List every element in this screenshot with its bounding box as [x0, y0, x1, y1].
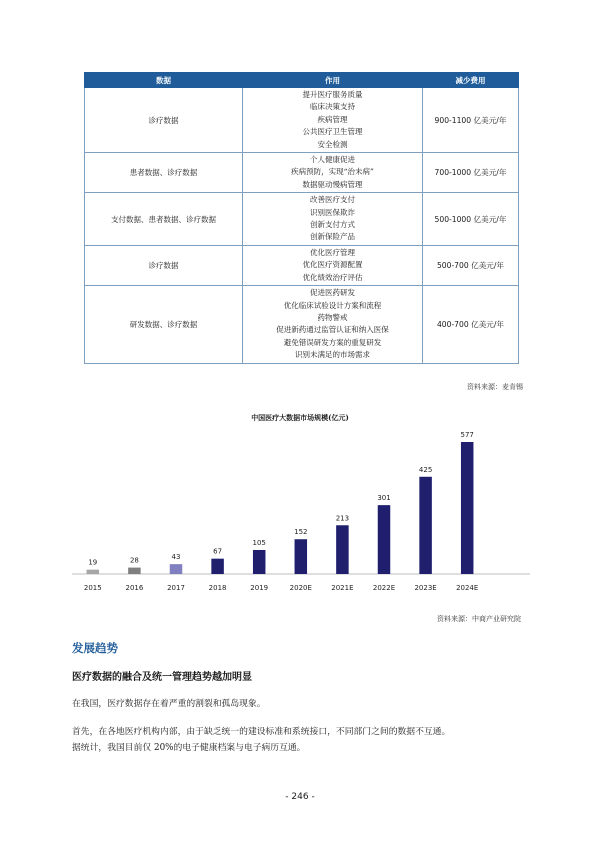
chart-source: 资料来源：中商产业研究院	[437, 615, 521, 623]
use-item: 临床决策支持	[310, 102, 355, 112]
use-item: 公共医疗卫生管理	[302, 127, 363, 137]
x-tick-label-2023E: 2023E	[414, 584, 437, 592]
data-label-2021E: 213	[335, 514, 350, 523]
use-item: 优化临床试验设计方案和流程	[283, 300, 382, 310]
use-item: 避免错误研发方案的重复研发	[283, 337, 382, 347]
bar-2024E	[461, 442, 474, 574]
x-tick-label-2018: 2018	[208, 584, 227, 592]
use-item: 安全检测	[317, 139, 348, 149]
cell-data-type: 诊疗数据	[85, 245, 243, 285]
bar-2017	[170, 564, 183, 574]
use-item: 优化医疗资源配置	[302, 260, 363, 270]
x-tick-label-2022E: 2022E	[372, 584, 396, 592]
x-tick-label-2015: 2015	[83, 584, 102, 592]
use-item: 疾病预防，实现“治未病”	[291, 167, 374, 177]
cell-data-type: 诊疗数据	[85, 88, 243, 153]
use-item: 改善医疗支付	[310, 195, 355, 205]
data-label-2020E: 152	[294, 528, 308, 537]
column-header-data: 数据	[85, 73, 243, 88]
cell-data-type: 患者数据、诊疗数据	[85, 153, 243, 193]
paragraph-3: 据统计，我国目前仅 20%的电子健康档案与电子病历互通。	[72, 743, 306, 753]
use-item: 疾病管理	[317, 114, 348, 124]
cell-data-type: 研发数据、诊疗数据	[85, 286, 243, 363]
chart-title: 中国医疗大数据市场规模(亿元)	[251, 413, 349, 422]
column-header-uses: 作用	[243, 73, 423, 88]
bar-2018	[211, 559, 224, 574]
data-label-2016: 28	[129, 556, 139, 565]
x-tick-label-2024E: 2024E	[456, 584, 479, 592]
use-item: 优化医疗管理	[310, 247, 355, 257]
data-label-2018: 67	[213, 547, 223, 556]
section-title: 发展趋势	[72, 641, 118, 655]
column-header-cost: 减少费用	[423, 73, 519, 88]
use-item: 创新支付方式	[310, 220, 355, 230]
x-tick-label-2021E: 2021E	[331, 584, 354, 592]
use-item: 个人健康促进	[310, 155, 355, 165]
x-tick-label-2020E: 2020E	[289, 584, 312, 592]
use-item: 识别医保欺诈	[310, 207, 355, 217]
cell-data-type: 支付数据、患者数据、诊疗数据	[85, 193, 243, 246]
cell-cost: 900-1100 亿美元/年	[423, 88, 519, 153]
x-tick-label-2019: 2019	[250, 584, 269, 592]
bar-2022E	[378, 505, 391, 574]
cell-cost: 500-1000 亿美元/年	[423, 193, 519, 246]
paragraph-1: 在我国，医疗数据存在着严重的割裂和孤岛现象。	[72, 699, 266, 709]
cell-cost: 500-700 亿美元/年	[423, 245, 519, 285]
use-item: 促进新药通过监管认证和纳入医保	[276, 325, 389, 335]
use-item: 促进医药研发	[310, 288, 355, 298]
use-item: 识别未满足的市场需求	[295, 350, 370, 360]
bar-2016	[128, 568, 141, 574]
data-label-2015: 19	[88, 558, 98, 567]
use-item: 数据驱动慢病管理	[302, 179, 363, 189]
data-label-2017: 43	[171, 553, 181, 562]
data-label-2023E: 425	[418, 465, 433, 474]
table-source: 资料来源：麦肯锡	[467, 383, 523, 391]
bar-2023E	[419, 477, 432, 574]
page-number: - 246 -	[285, 792, 315, 802]
use-item: 药物警戒	[317, 312, 348, 322]
cell-cost: 400-700 亿美元/年	[423, 286, 519, 363]
subsection-title: 医疗数据的融合及统一管理趋势越加明显	[72, 672, 252, 683]
cell-cost: 700-1000 亿美元/年	[423, 153, 519, 193]
x-tick-label-2016: 2016	[125, 584, 144, 592]
bar-2020E	[295, 539, 308, 574]
use-item: 提升医疗服务质量	[302, 90, 363, 99]
use-item: 优化绩效治疗评估	[302, 272, 363, 282]
bar-2015	[87, 570, 100, 574]
data-label-2024E: 577	[460, 431, 474, 439]
x-tick-label-2017: 2017	[167, 584, 185, 592]
data-label-2019: 105	[252, 538, 266, 547]
paragraph-2: 首先，在各地医疗机构内部，由于缺乏统一的建设标准和系统接口，不同部门之间的数据不互通。	[72, 727, 451, 737]
bar-2021E	[336, 525, 349, 574]
data-label-2022E: 301	[377, 494, 391, 503]
bar-2019	[253, 550, 266, 574]
use-item: 创新保险产品	[310, 232, 355, 242]
